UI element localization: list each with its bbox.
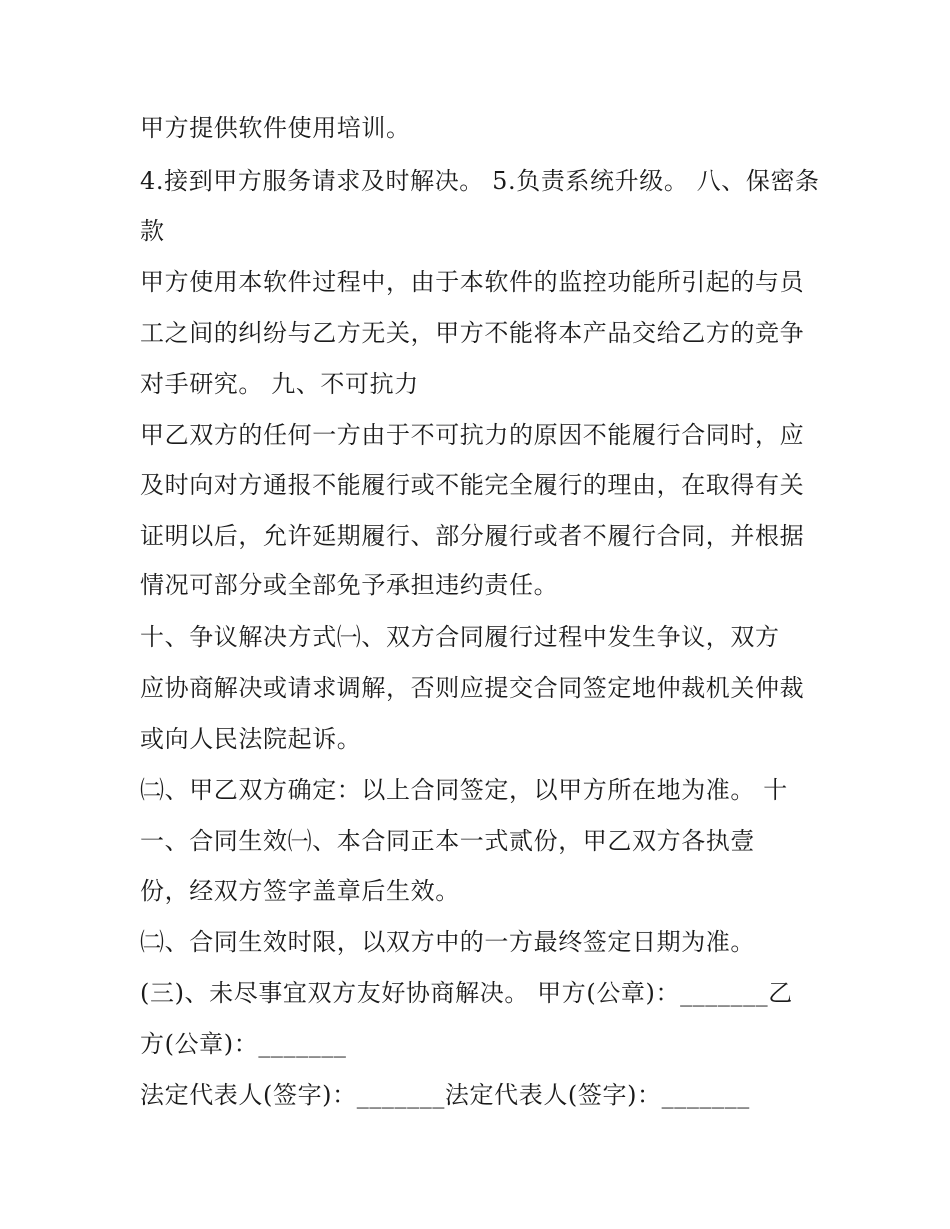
text-line: ㈡、甲乙双方确定：以上合同签定，以甲方所在地为准。 十: [140, 776, 788, 804]
text-line: 情况可部分或全部免予承担违约责任。: [140, 571, 559, 599]
text-line: 工之间的纠纷与乙方无关，甲方不能将本产品交给乙方的竞争: [140, 319, 805, 347]
text-line: 方(公章)：_______: [140, 1030, 347, 1058]
text-line: 甲乙双方的任何一方由于不可抗力的原因不能履行合同时，应: [140, 421, 805, 449]
text-line: 甲方提供软件使用培训。: [140, 114, 411, 142]
text-line: 证明以后，允许延期履行、部分履行或者不履行合同，并根据: [140, 522, 805, 550]
text-line: 法定代表人(签字)：_______法定代表人(签字)：_______: [140, 1081, 750, 1109]
text-line: 及时向对方通报不能履行或不能完全履行的理由，在取得有关: [140, 471, 805, 499]
text-line: 份，经双方签字盖章后生效。: [140, 877, 460, 905]
text-line: 4.接到甲方服务请求及时解决。 5.负责系统升级。 八、保密条: [140, 167, 820, 195]
text-line: 十、争议解决方式㈠、双方合同履行过程中发生争议，双方: [140, 623, 780, 651]
text-line: 对手研究。 九、不可抗力: [140, 370, 419, 398]
text-line: ㈡、合同生效时限，以双方中的一方最终签定日期为准。: [140, 928, 755, 956]
text-line: 一、合同生效㈠、本合同正本一式贰份，甲乙双方各执壹: [140, 827, 755, 855]
text-line: 或向人民法院起诉。: [140, 725, 362, 753]
text-line: 应协商解决或请求调解，否则应提交合同签定地仲裁机关仲裁: [140, 674, 805, 702]
text-line: 甲方使用本软件过程中，由于本软件的监控功能所引起的与员: [140, 268, 805, 296]
text-line: 款: [140, 217, 165, 245]
text-line: (三)、未尽事宜双方友好协商解决。 甲方(公章)：_______乙: [140, 979, 793, 1007]
